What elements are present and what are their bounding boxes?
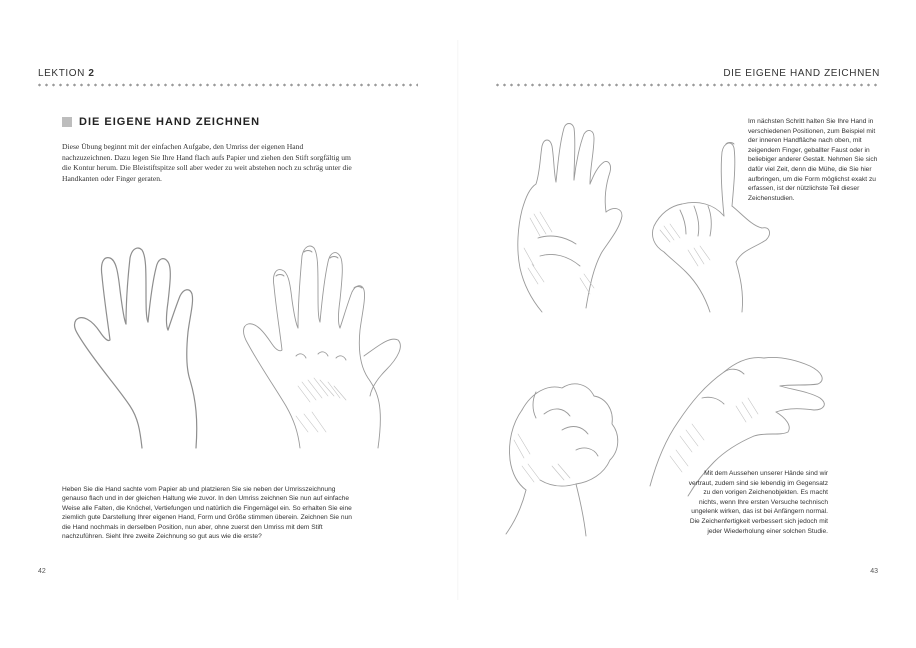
caption-bottom-right: Mit dem Aussehen unserer Hände sind wir vertraut, zudem sind sie lebendig im Gegensatz zu den vorigen Zeichenobjekten. Es macht nichts, wenn Ihre ersten Versuche technisch ungelenk wirken, das ist bei Anfängern normal. Die Zeichenfertigkeit verbessert sich jedoch mit jeder Wiederholung einer solchen Studie.: [688, 470, 828, 535]
running-head-number: 2: [88, 68, 95, 79]
intro-paragraph: Diese Übung beginnt mit der einfachen Aufgabe, den Umriss der eigenen Hand nachzuzeichnen. Dazu legen Sie Ihre Hand flach aufs Papier und ziehen den Stift sorgfältig um die Kontur herum. Die Bleistiftspitze soll aber weder zu weit abstehen noch zu schräg unter die Handkanten oder Finger geraten.: [62, 142, 352, 183]
running-head-right: DIE EIGENE HAND ZEICHNEN: [723, 68, 880, 79]
body-paragraph-left: Heben Sie die Hand sachte vom Papier ab und platzieren Sie sie neben der Umrisszeichnung genauso flach und in der gleichen Haltung wie zuvor. In den Umriss zeichnen Sie nun auf einfache Weise alle Falten, die Knöchel, Vertiefungen und natürlich die Fingernägel ein. So erhalten Sie eine ziemlich gute Darstellung Ihrer eigenen Hand, Form und Größe stimmen überein. Zeichnen Sie nun die Hand nochmals in derselben Position, nun aber, ohne zuerst den Umriss mit dem Stift nachzuführen. Sieht Ihre zweite Zeichnung so gut aus wie die erste?: [62, 486, 352, 541]
hand-outline-drawing: [60, 240, 240, 455]
caption-top-right: Im nächsten Schritt halten Sie Ihre Hand in verschiedenen Positionen, zum Beispiel mit der inneren Handfläche nach oben, mit zeigendem Finger, geballter Faust oder in beliebiger anderer Gestalt. Nehmen Sie sich dafür viel Zeit, denn die Mühe, die Sie hier aufbringen, um die Form möglichst exakt zu erfassen, ist der nützlichste Teil dieser Zeichenstudien.: [748, 118, 878, 202]
section-marker-square: [62, 117, 72, 127]
running-head-prefix: LEKTION: [38, 68, 89, 79]
page-number-right: 43: [870, 568, 878, 575]
section-title-text: DIE EIGENE HAND ZEICHNEN: [79, 116, 261, 128]
dotted-rule-left: [36, 83, 418, 87]
section-title: [62, 116, 260, 128]
hand-detailed-drawing: [238, 236, 418, 456]
dotted-rule-right: [494, 83, 880, 87]
right-page: [458, 0, 916, 648]
hand-fist-drawing: [492, 370, 632, 540]
hand-palm-up-drawing: [510, 118, 635, 318]
running-head-left: [38, 68, 95, 79]
page-number-left: 42: [38, 568, 46, 575]
